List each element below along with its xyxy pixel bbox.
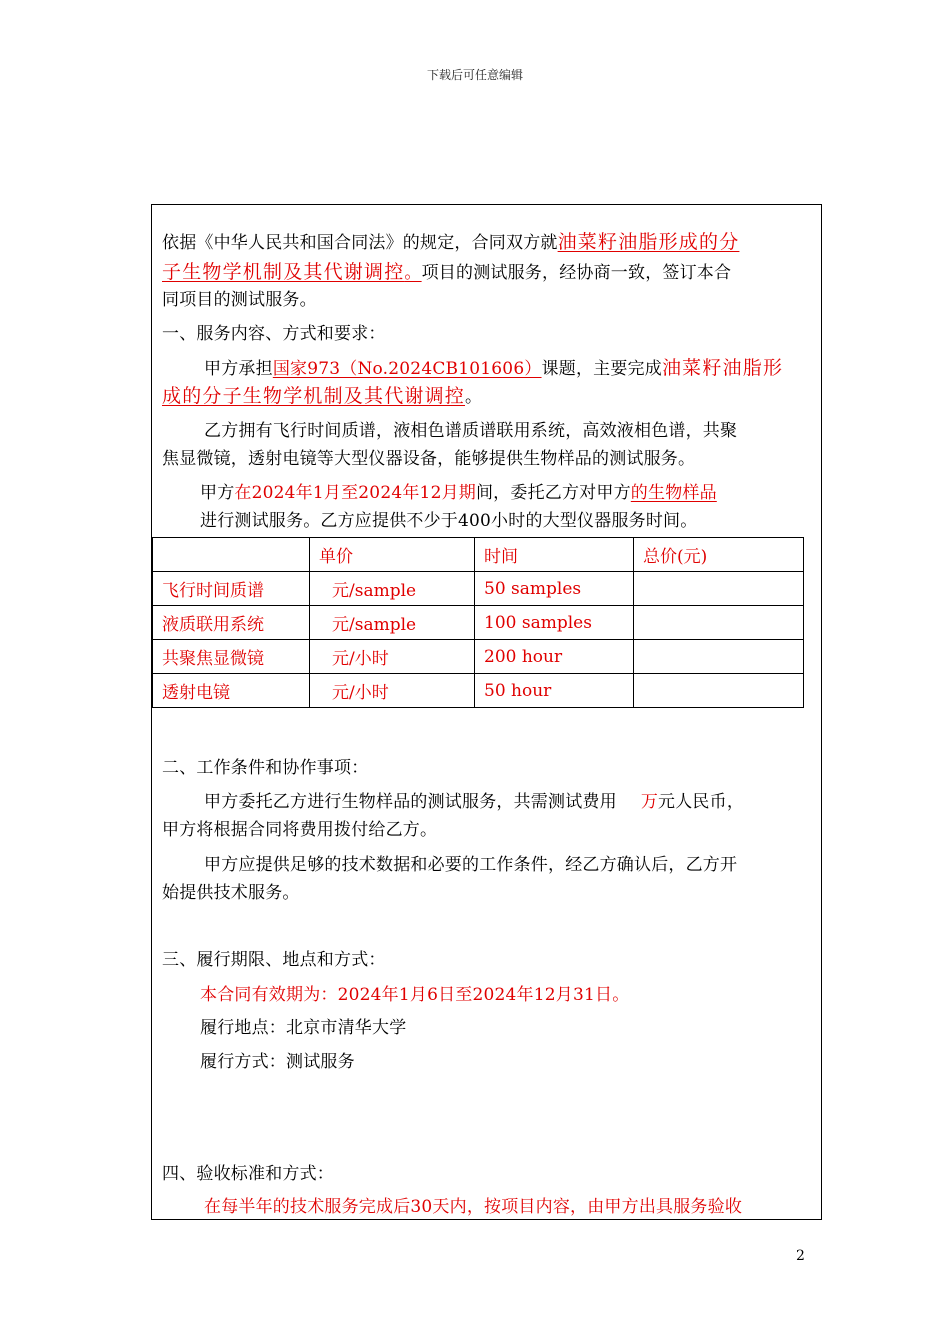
table-row xyxy=(153,640,804,674)
s1-text: 课题，主要完成 xyxy=(541,359,662,379)
table-cell: 100 samples xyxy=(475,606,634,640)
table-cell: 200 hour xyxy=(475,640,634,674)
table-cell: 透射电镜 xyxy=(153,674,310,708)
table-header-cell: 时间 xyxy=(475,538,634,572)
table-row xyxy=(153,674,804,708)
table-cell xyxy=(634,572,804,606)
performance-place: 履行地点：北京市清华大学 xyxy=(200,1018,407,1038)
project-name: 油菜籽油脂形成的分 xyxy=(557,231,740,253)
table-cell: 液质联用系统 xyxy=(153,606,310,640)
s1-para3-line2: 进行测试服务。乙方应提供不少于400小时的大型仪器服务时间。 xyxy=(200,511,698,531)
s1-text: 甲方承担 xyxy=(204,359,273,379)
s2-para2-line2: 始提供技术服务。 xyxy=(162,883,300,903)
intro-text: 依据《中华人民共和国合同法》的规定，合同双方就 xyxy=(162,233,558,253)
s1-para2-line1: 乙方拥有飞行时间质谱，液相色谱质谱联用系统，高效液相色谱，共聚 xyxy=(204,421,738,441)
table-row xyxy=(153,572,804,606)
table-cell: 元/sample xyxy=(310,606,475,640)
s1-para1-line2 xyxy=(162,384,482,409)
s1-text: 甲方 xyxy=(200,483,235,503)
table-header-row xyxy=(153,538,804,572)
s2-text: 元人民币， xyxy=(658,792,745,812)
section-4-heading: 四、验收标准和方式： xyxy=(162,1164,334,1184)
table-cell: 元/小时 xyxy=(310,674,475,708)
s1-text: 间，委托乙方对甲方 xyxy=(475,483,631,503)
table-cell xyxy=(634,640,804,674)
s1-para1-line1 xyxy=(204,356,783,381)
table-cell: 飞行时间质谱 xyxy=(153,572,310,606)
service-period: 在2024年1月至2024年12月期 xyxy=(234,483,476,503)
intro-text: 项目的测试服务，经协商一致，签订本合 xyxy=(421,263,732,283)
fee-unit: 万 xyxy=(640,792,659,812)
table-cell: 50 hour xyxy=(475,674,634,708)
acceptance-text: 在每半年的技术服务完成后30天内，按项目内容，由甲方出具服务验收 xyxy=(204,1197,743,1217)
table-header-cell: 单价 xyxy=(310,538,475,572)
grant-number: 国家973（No.2024CB101606） xyxy=(272,359,542,379)
intro-line-1 xyxy=(162,230,739,255)
section-2-heading: 二、工作条件和协作事项： xyxy=(162,758,369,778)
contract-validity: 本合同有效期为：2024年1月6日至2024年12月31日。 xyxy=(200,985,630,1005)
table-cell: 50 samples xyxy=(475,572,634,606)
table-cell: 元/sample xyxy=(310,572,475,606)
page-header: 下载后可任意编辑 xyxy=(426,68,523,82)
table-cell xyxy=(634,674,804,708)
project-name-cont: 子生物学机制及其代谢调控 xyxy=(162,261,405,283)
intro-line-3: 同项目的测试服务。 xyxy=(162,290,317,310)
table-header-cell: 总价(元) xyxy=(634,538,804,572)
s1-para3-line1 xyxy=(200,481,717,505)
s1-para2-line2: 焦显微镜，透射电镜等大型仪器设备，能够提供生物样品的测试服务。 xyxy=(162,449,696,469)
table-cell xyxy=(634,606,804,640)
s2-para1-line2: 甲方将根据合同将费用拨付给乙方。 xyxy=(162,820,438,840)
table-header-cell xyxy=(153,538,310,572)
performance-method: 履行方式：测试服务 xyxy=(200,1052,355,1072)
project-name-cont: 成的分子生物学机制及其代谢调控 xyxy=(162,385,466,407)
project-name: 油菜籽油脂形 xyxy=(661,357,784,379)
s2-text: 甲方委托乙方进行生物样品的测试服务，共需测试费用 xyxy=(204,792,617,812)
table-cell: 元/小时 xyxy=(310,640,475,674)
pricing-table xyxy=(152,537,804,708)
intro-line-2 xyxy=(162,260,731,285)
section-3-heading: 三、履行期限、地点和方式： xyxy=(162,950,386,970)
section-1-heading: 一、服务内容、方式和要求： xyxy=(162,324,386,344)
s2-para1-line1 xyxy=(204,790,744,814)
s1-text: 。 xyxy=(465,387,483,407)
table-row xyxy=(153,606,804,640)
table-cell: 共聚焦显微镜 xyxy=(153,640,310,674)
s2-para2-line1: 甲方应提供足够的技术数据和必要的工作条件，经乙方确认后，乙方开 xyxy=(204,855,738,875)
project-name-end: 。 xyxy=(404,263,422,283)
page-number: 2 xyxy=(796,1248,805,1264)
sample-type: 的生物样品 xyxy=(630,483,717,503)
